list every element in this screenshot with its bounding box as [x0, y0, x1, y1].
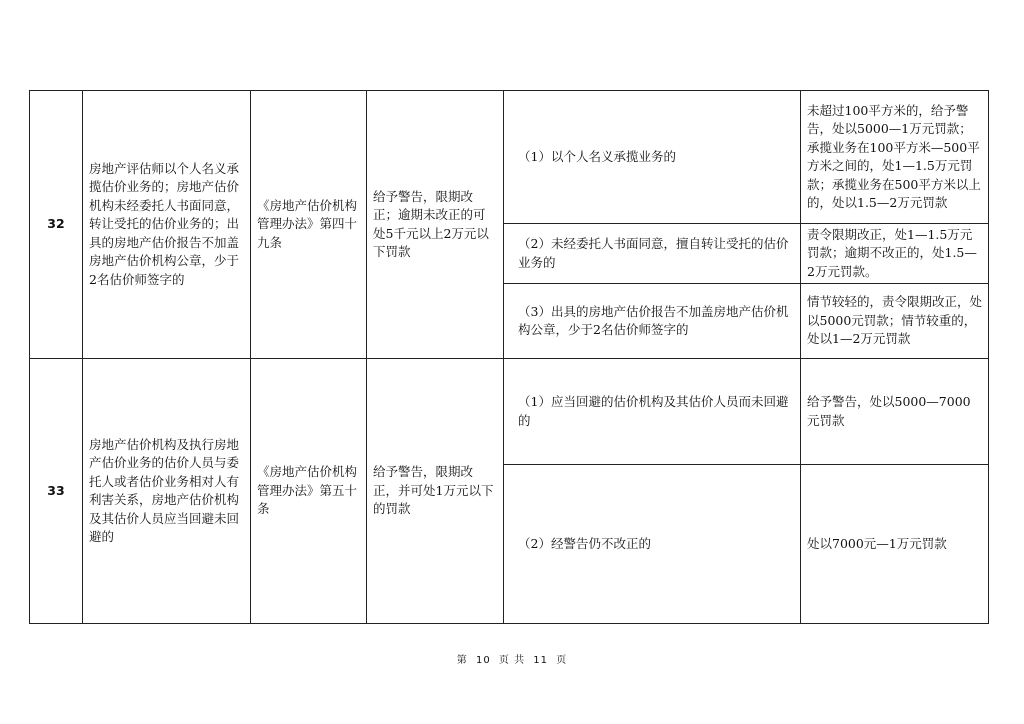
penalty-cell: 给予警告，限期改正；逾期未改正的可处5千元以上2万元以下罚款 [367, 91, 504, 359]
legal-basis-cell: 《房地产估价机构管理办法》第五十条 [251, 359, 367, 624]
legal-basis-cell: 《房地产估价机构管理办法》第四十九条 [251, 91, 367, 359]
penalty-table [29, 90, 989, 624]
footer-suffix: 页 [556, 655, 568, 666]
total-page-number: 11 [533, 655, 549, 666]
footer-prefix: 第 [456, 655, 468, 666]
standard-cell: 给予警告，处以5000—7000元罚款 [801, 359, 989, 465]
standard-cell: 情节较轻的，责令限期改正，处以5000元罚款；情节较重的，处以1—2万元罚款 [801, 284, 989, 359]
row-number: 33 [30, 359, 83, 624]
situation-cell: （3）出具的房地产估价报告不加盖房地产估价机构公章，少于2名估价师签字的 [504, 284, 801, 359]
footer-middle: 页 共 [498, 655, 526, 666]
current-page-number: 10 [475, 655, 491, 666]
situation-cell: （2）经警告仍不改正的 [504, 465, 801, 624]
table-row [30, 91, 989, 224]
row-number: 32 [30, 91, 83, 359]
violation-cell: 房地产评估师以个人名义承揽估价业务的；房地产估价机构未经委托人书面同意，转让受托的估价业务的；出具的房地产估价报告不加盖房地产估价机构公章，少于2名估价师签字的 [83, 91, 251, 359]
situation-cell: （2）未经委托人书面同意，擅自转让受托的估价业务的 [504, 224, 801, 284]
page-footer [0, 651, 1024, 666]
situation-cell: （1）应当回避的估价机构及其估价人员而未回避的 [504, 359, 801, 465]
table-row [30, 359, 989, 465]
penalty-cell: 给予警告，限期改正，并可处1万元以下的罚款 [367, 359, 504, 624]
standard-cell: 处以7000元—1万元罚款 [801, 465, 989, 624]
situation-cell: （1）以个人名义承揽业务的 [504, 91, 801, 224]
standard-cell: 责令限期改正，处1—1.5万元罚款；逾期不改正的，处1.5—2万元罚款。 [801, 224, 989, 284]
standard-cell: 未超过100平方米的，给予警告，处以5000—1万元罚款；承揽业务在100平方米—500平方米之间的，处1—1.5万元罚款；承揽业务在500平方米以上的，处以1.5—2万元罚款 [801, 91, 989, 224]
violation-cell: 房地产估价机构及执行房地产估价业务的估价人员与委托人或者估价业务相对人有利害关系，房地产估价机构及其估价人员应当回避未回避的 [83, 359, 251, 624]
